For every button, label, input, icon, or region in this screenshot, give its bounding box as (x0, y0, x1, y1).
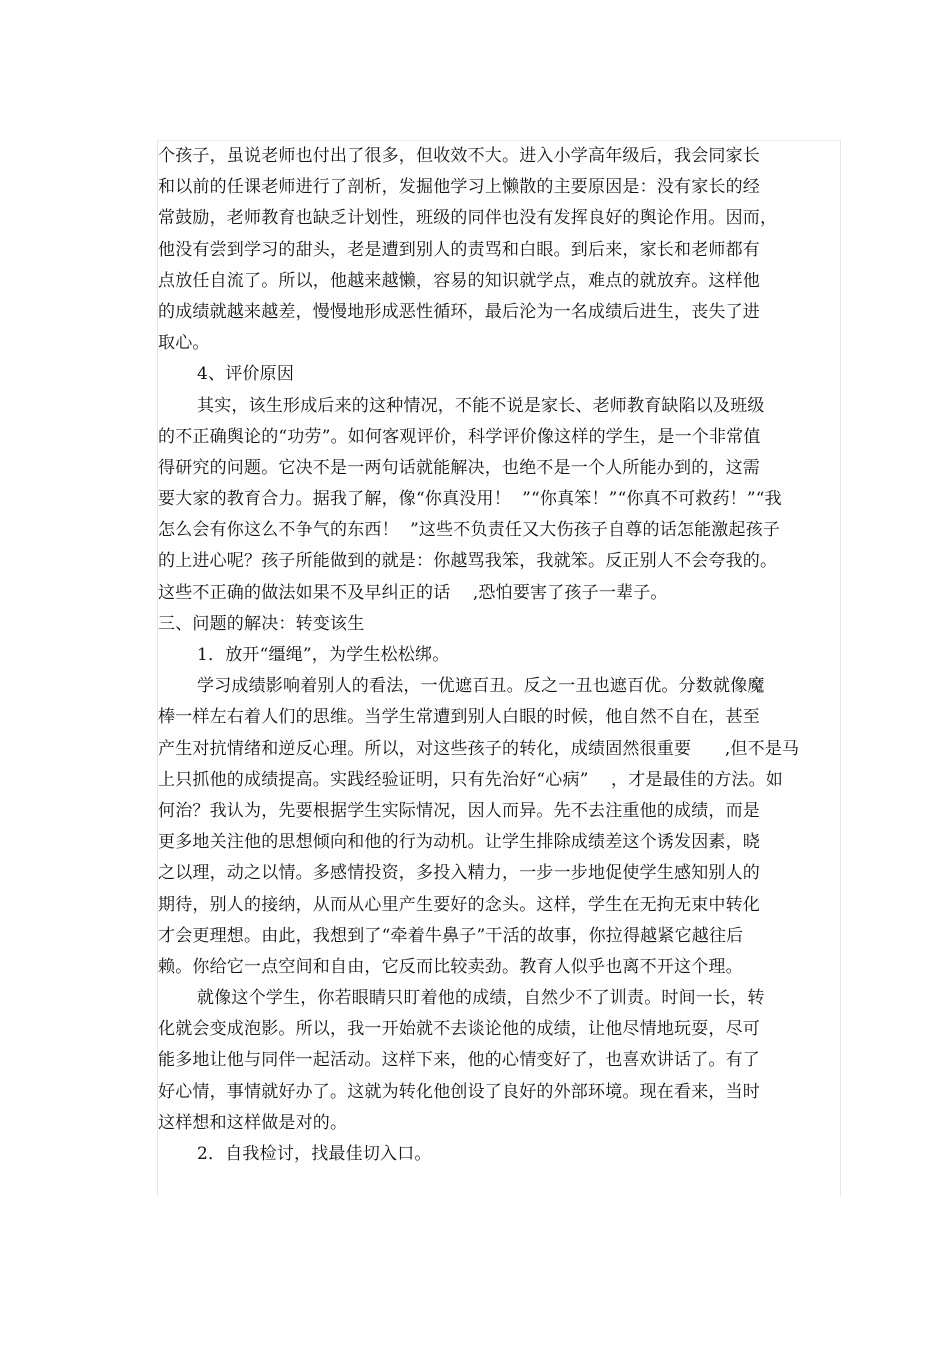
text-line: 的成绩就越来越差，慢慢地形成恶性循环，最后沦为一名成绩后进生，丧失了进 (158, 301, 760, 322)
text-line: 更多地关注他的思想倾向和他的行为动机。让学生排除成绩差这个诱发因素，晓 (158, 832, 760, 853)
text-line: 这些不正确的做法如果不及早纠正的话 ,恐怕要害了孩子一辈子。 (158, 582, 668, 603)
text-line: 取心。 (158, 333, 210, 354)
text-line: 才会更理想。由此，我想到了“牵着牛鼻子”干活的故事，你拉得越紧它越往后 (158, 925, 744, 946)
text-line: 2．自我检讨，找最佳切入口。 (197, 1144, 432, 1164)
text-line: 能多地让他与同伴一起活动。这样下来，他的心情变好了，也喜欢讲话了。有了 (158, 1050, 760, 1071)
text-line: 三、问题的解决：转变该生 (158, 613, 365, 634)
text-line: 的不正确舆论的“功劳”。如何客观评价，科学评价像这样的学生，是一个非常值 (158, 426, 761, 447)
text-line: 的上进心呢？孩子所能做到的就是：你越骂我笨，我就笨。反正别人不会夸我的。 (158, 551, 778, 572)
text-line: 和以前的任课老师进行了剖析，发掘他学习上懒散的主要原因是：没有家长的经 (158, 177, 760, 198)
document-body (158, 141, 848, 1170)
text-line: 4、评价原因 (197, 364, 295, 385)
text-line: 之以理，动之以情。多感情投资，多投入精力，一步一步地促使学生感知别人的 (158, 863, 760, 884)
text-line: 要大家的教育合力。据我了解，像“你真没用！ ”“你真笨！”“你真不可救药！”“我 (158, 489, 782, 510)
text-line: 点放任自流了。所以，他越来越懒，容易的知识就学点，难点的就放弃。这样他 (158, 270, 760, 291)
text-line: 其实，该生形成后来的这种情况，不能不说是家长、老师教育缺陷以及班级 (197, 395, 765, 416)
text-line: 赖。你给它一点空间和自由，它反而比较卖劲。教育人似乎也离不开这个理。 (158, 956, 743, 977)
text-line: 学习成绩影响着别人的看法，一优遮百丑。反之一丑也遮百优。分数就像魔 (197, 676, 765, 697)
text-line: 得研究的问题。它决不是一两句话就能解决，也绝不是一个人所能办到的，这需 (158, 457, 760, 478)
text-line: 个孩子，虽说老师也付出了很多，但收效不大。进入小学高年级后，我会同家长 (158, 146, 760, 166)
text-line: 好心情，事情就好办了。这就为转化他创设了良好的外部环境。现在看来，当时 (158, 1081, 760, 1102)
text-line: 产生对抗情绪和逆反心理。所以，对这些孩子的转化，成绩固然很重要 ,但不是马 (158, 738, 800, 759)
text-line: 期待，别人的接纳，从而从心里产生要好的念头。这样，学生在无拘无束中转化 (158, 894, 760, 915)
text-line: 怎么会有你这么不争气的东西！ ”这些不负责任又大伤孩子自尊的话怎能激起孩子 (158, 520, 781, 541)
text-line: 他没有尝到学习的甜头，老是遭到别人的责骂和白眼。到后来，家长和老师都有 (158, 239, 760, 260)
text-line: 何治？我认为，先要根据学生实际情况，因人而异。先不去注重他的成绩，而是 (158, 800, 760, 821)
text-line: 1．放开“缰绳”，为学生松松绑。 (197, 645, 450, 665)
text-line: 这样想和这样做是对的。 (158, 1112, 348, 1133)
text-line: 上只抓他的成绩提高。实践经验证明，只有先治好“心病” ，才是最佳的方法。如 (158, 769, 783, 790)
text-line: 棒一样左右着人们的思维。当学生常遭到别人白眼的时候，他自然不自在，甚至 (158, 707, 760, 728)
text-line: 常鼓励，老师教育也缺乏计划性，班级的同伴也没有发挥良好的舆论作用。因而， (158, 208, 778, 229)
text-line: 化就会变成泡影。所以，我一开始就不去谈论他的成绩，让他尽情地玩耍，尽可 (158, 1019, 760, 1040)
text-line: 就像这个学生，你若眼睛只盯着他的成绩，自然少不了训责。时间一长，转 (197, 988, 765, 1009)
